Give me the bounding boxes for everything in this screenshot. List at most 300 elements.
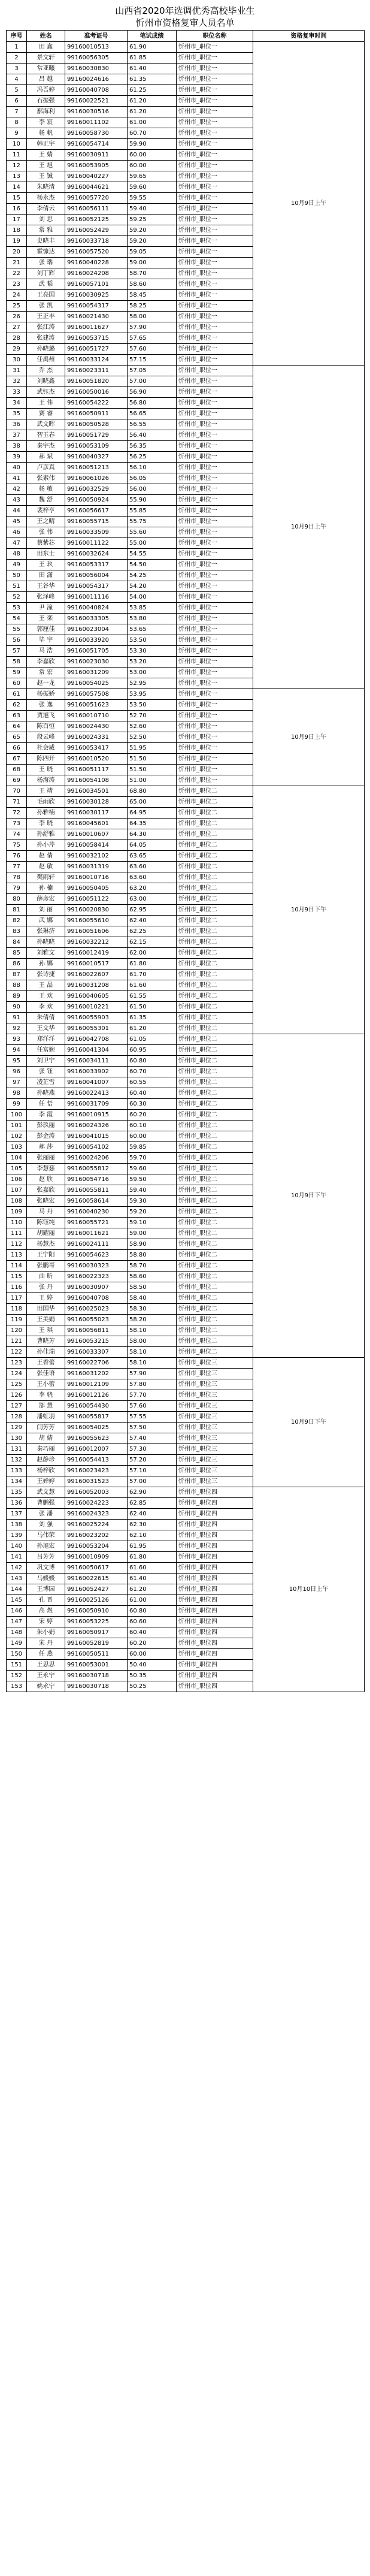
row-score: 56.55	[128, 419, 177, 430]
row-name: 张 逸	[27, 700, 65, 711]
row-exam-no: 99160010909	[65, 1552, 128, 1563]
row-exam-no: 99160031202	[65, 1369, 128, 1379]
row-seq: 124	[7, 1369, 27, 1379]
row-job: 忻州市_职位四	[177, 1530, 253, 1541]
row-name: 张晓宏	[27, 1196, 65, 1207]
row-exam-no: 99160012007	[65, 1444, 128, 1455]
row-exam-no: 99160056004	[65, 570, 128, 581]
row-exam-no: 99160051820	[65, 376, 128, 387]
row-exam-no: 99160032212	[65, 937, 128, 948]
row-name: 孙晓璐	[27, 344, 65, 355]
row-job: 忻州市_职位三	[177, 1401, 253, 1412]
row-name: 宋 婷	[27, 1617, 65, 1627]
row-score: 59.60	[128, 1164, 177, 1174]
row-exam-no: 99160054430	[65, 1401, 128, 1412]
row-seq: 115	[7, 1272, 27, 1282]
row-score: 50.35	[128, 1671, 177, 1681]
row-exam-no: 99160030718	[65, 1671, 128, 1681]
row-score: 63.20	[128, 883, 177, 894]
row-name: 宋 丹	[27, 1638, 65, 1649]
row-seq: 23	[7, 279, 27, 290]
row-score: 62.10	[128, 1530, 177, 1541]
row-job: 忻州市_职位二	[177, 1002, 253, 1013]
row-name: 凌芷雪	[27, 1077, 65, 1088]
row-score: 52.70	[128, 711, 177, 721]
row-name: 智玉春	[27, 430, 65, 441]
row-job: 忻州市_职位二	[177, 1142, 253, 1153]
row-exam-no: 99160030128	[65, 797, 128, 808]
row-name: 朱晓清	[27, 182, 65, 193]
row-name: 孙小芹	[27, 840, 65, 851]
row-name: 马伟荣	[27, 1530, 65, 1541]
row-job: 忻州市_职位三	[177, 1444, 253, 1455]
row-seq: 108	[7, 1196, 27, 1207]
row-exam-no: 99160031208	[65, 980, 128, 991]
row-exam-no: 99160010517	[65, 959, 128, 970]
row-exam-no: 99160012419	[65, 948, 128, 959]
row-name: 孙雅楠	[27, 808, 65, 819]
table-row	[7, 1487, 365, 1498]
row-seq: 47	[7, 538, 27, 549]
row-seq: 151	[7, 1660, 27, 1671]
row-seq: 44	[7, 506, 27, 517]
row-score: 55.75	[128, 517, 177, 527]
row-score: 63.00	[128, 894, 177, 905]
row-seq: 70	[7, 786, 27, 797]
row-score: 60.30	[128, 1099, 177, 1110]
row-name: 王 玖	[27, 560, 65, 570]
row-exam-no: 99160010221	[65, 1002, 128, 1013]
row-exam-no: 99160030911	[65, 150, 128, 161]
row-name: 韩正宇	[27, 139, 65, 150]
row-score: 57.50	[128, 1423, 177, 1433]
row-name: 高 煜	[27, 1606, 65, 1617]
row-score: 61.55	[128, 991, 177, 1002]
row-job: 忻州市_职位一	[177, 549, 253, 560]
header-job: 职位名称	[177, 31, 253, 42]
row-score: 62.40	[128, 916, 177, 926]
row-seq: 121	[7, 1336, 27, 1347]
row-score: 59.85	[128, 1142, 177, 1153]
row-score: 59.40	[128, 204, 177, 215]
row-job: 忻州市_职位二	[177, 1315, 253, 1325]
row-name: 郜 慧	[27, 1401, 65, 1412]
row-score: 56.25	[128, 452, 177, 463]
row-name: 孙晓燕	[27, 1088, 65, 1099]
row-seq: 111	[7, 1228, 27, 1239]
row-exam-no: 99160053225	[65, 1617, 128, 1627]
row-name: 张诗捷	[27, 970, 65, 980]
row-score: 61.40	[128, 64, 177, 74]
row-name: 霍慷达	[27, 247, 65, 258]
row-score: 53.50	[128, 700, 177, 711]
row-name: 秦巧丽	[27, 1444, 65, 1455]
row-score: 59.90	[128, 139, 177, 150]
row-job: 忻州市_职位四	[177, 1574, 253, 1584]
row-score: 53.80	[128, 614, 177, 624]
row-exam-no: 99160055715	[65, 517, 128, 527]
row-seq: 78	[7, 872, 27, 883]
row-name: 毛雨欣	[27, 797, 65, 808]
row-score: 59.70	[128, 1153, 177, 1164]
row-name: 鄯海利	[27, 107, 65, 117]
row-score: 52.95	[128, 678, 177, 689]
row-seq: 126	[7, 1390, 27, 1401]
row-exam-no: 99160024430	[65, 721, 128, 732]
row-job: 忻州市_职位二	[177, 937, 253, 948]
row-name: 田国华	[27, 1304, 65, 1315]
row-name: 孙佳瑞	[27, 1347, 65, 1358]
row-name: 张嘉欣	[27, 1185, 65, 1196]
row-score: 58.40	[128, 1293, 177, 1304]
row-score: 61.50	[128, 1002, 177, 1013]
row-exam-no: 99160052125	[65, 215, 128, 225]
row-seq: 88	[7, 980, 27, 991]
review-time-cell: 10月9日上午	[253, 689, 365, 786]
row-seq: 66	[7, 743, 27, 754]
row-exam-no: 99160040708	[65, 85, 128, 96]
row-seq: 4	[7, 74, 27, 85]
row-job: 忻州市_职位二	[177, 1336, 253, 1347]
row-score: 59.40	[128, 1185, 177, 1196]
row-seq: 131	[7, 1444, 27, 1455]
row-exam-no: 99160011102	[65, 117, 128, 128]
row-seq: 93	[7, 1034, 27, 1045]
row-job: 忻州市_职位一	[177, 581, 253, 592]
row-job: 忻州市_职位二	[177, 959, 253, 970]
row-name: 巩文博	[27, 1563, 65, 1574]
row-job: 忻州市_职位二	[177, 1153, 253, 1164]
table-row	[7, 366, 365, 376]
row-job: 忻州市_职位二	[177, 1304, 253, 1315]
row-job: 忻州市_职位一	[177, 614, 253, 624]
row-job: 忻州市_职位四	[177, 1509, 253, 1520]
row-seq: 57	[7, 646, 27, 657]
row-job: 忻州市_职位二	[177, 1099, 253, 1110]
row-score: 62.15	[128, 937, 177, 948]
row-exam-no: 99160050016	[65, 387, 128, 398]
row-job: 忻州市_职位一	[177, 53, 253, 64]
row-seq: 7	[7, 107, 27, 117]
row-name: 刘 思	[27, 215, 65, 225]
row-seq: 81	[7, 905, 27, 916]
row-name: 武 韬	[27, 279, 65, 290]
row-job: 忻州市_职位一	[177, 560, 253, 570]
row-job: 忻州市_职位一	[177, 657, 253, 668]
row-exam-no: 99160033124	[65, 355, 128, 366]
row-name: 王小蕾	[27, 1379, 65, 1390]
row-job: 忻州市_职位一	[177, 592, 253, 603]
row-seq: 89	[7, 991, 27, 1002]
row-name: 张江涛	[27, 322, 65, 333]
row-job: 忻州市_职位一	[177, 517, 253, 527]
row-seq: 79	[7, 883, 27, 894]
row-job: 忻州市_职位二	[177, 1088, 253, 1099]
row-score: 60.00	[128, 161, 177, 171]
row-seq: 25	[7, 301, 27, 312]
row-name: 张鹏哥	[27, 1261, 65, 1272]
row-seq: 65	[7, 732, 27, 743]
row-seq: 45	[7, 517, 27, 527]
row-seq: 140	[7, 1541, 27, 1552]
row-name: 马 浩	[27, 646, 65, 657]
row-seq: 38	[7, 441, 27, 452]
row-job: 忻州市_职位二	[177, 1207, 253, 1218]
row-name: 孙晓晓	[27, 937, 65, 948]
row-exam-no: 99160024223	[65, 1498, 128, 1509]
row-job: 忻州市_职位三	[177, 1358, 253, 1369]
row-name: 张 钰	[27, 1067, 65, 1077]
row-exam-no: 99160033718	[65, 236, 128, 247]
row-score: 51.95	[128, 743, 177, 754]
row-seq: 56	[7, 635, 27, 646]
row-seq: 107	[7, 1185, 27, 1196]
row-score: 61.40	[128, 1574, 177, 1584]
row-name: 张建涛	[27, 333, 65, 344]
row-seq: 132	[7, 1455, 27, 1466]
row-exam-no: 99160054623	[65, 1250, 128, 1261]
row-score: 56.05	[128, 473, 177, 484]
row-name: 陈百恒	[27, 721, 65, 732]
row-job: 忻州市_职位二	[177, 980, 253, 991]
row-exam-no: 99160055301	[65, 1023, 128, 1034]
row-seq: 39	[7, 452, 27, 463]
row-score: 53.50	[128, 635, 177, 646]
row-score: 61.35	[128, 74, 177, 85]
row-score: 55.90	[128, 495, 177, 506]
row-exam-no: 99160030323	[65, 1261, 128, 1272]
row-job: 忻州市_职位二	[177, 1056, 253, 1067]
row-seq: 91	[7, 1013, 27, 1023]
row-score: 62.25	[128, 926, 177, 937]
row-seq: 6	[7, 96, 27, 107]
row-score: 53.30	[128, 646, 177, 657]
row-score: 64.35	[128, 819, 177, 829]
row-score: 61.20	[128, 1023, 177, 1034]
row-exam-no: 99160055812	[65, 1164, 128, 1174]
row-score: 62.90	[128, 1487, 177, 1498]
row-job: 忻州市_职位二	[177, 1293, 253, 1304]
row-seq: 19	[7, 236, 27, 247]
row-seq: 46	[7, 527, 27, 538]
row-seq: 133	[7, 1466, 27, 1476]
row-job: 忻州市_职位三	[177, 1476, 253, 1487]
row-score: 58.00	[128, 1336, 177, 1347]
row-job: 忻州市_职位四	[177, 1487, 253, 1498]
row-name: 王 琪	[27, 1325, 65, 1336]
row-score: 62.40	[128, 1509, 177, 1520]
row-seq: 53	[7, 603, 27, 614]
row-name: 马媛媛	[27, 1574, 65, 1584]
header-exam-no: 准考证号	[65, 31, 128, 42]
row-name: 赵 敏	[27, 862, 65, 872]
row-name: 刘 强	[27, 1520, 65, 1530]
row-name: 彭玖丽	[27, 1121, 65, 1131]
row-job: 忻州市_职位二	[177, 970, 253, 980]
row-exam-no: 99160033305	[65, 614, 128, 624]
row-exam-no: 99160030907	[65, 1282, 128, 1293]
row-seq: 17	[7, 215, 27, 225]
row-score: 62.85	[128, 1498, 177, 1509]
row-job: 忻州市_职位二	[177, 829, 253, 840]
row-exam-no: 99160053001	[65, 1660, 128, 1671]
row-exam-no: 99160025126	[65, 1595, 128, 1606]
row-seq: 86	[7, 959, 27, 970]
row-name: 武 娜	[27, 916, 65, 926]
row-name: 潘虹羽	[27, 1412, 65, 1423]
row-job: 忻州市_职位二	[177, 862, 253, 872]
row-job: 忻州市_职位三	[177, 1466, 253, 1476]
row-score: 59.60	[128, 182, 177, 193]
row-job: 忻州市_职位二	[177, 1196, 253, 1207]
row-score: 57.60	[128, 1401, 177, 1412]
row-name: 刘丁辉	[27, 268, 65, 279]
header-review-time: 资格复审时间	[253, 31, 365, 42]
row-score: 52.60	[128, 721, 177, 732]
row-seq: 76	[7, 851, 27, 862]
row-seq: 147	[7, 1617, 27, 1627]
row-score: 55.00	[128, 538, 177, 549]
header-name: 姓名	[27, 31, 65, 42]
row-score: 60.60	[128, 1617, 177, 1627]
row-name: 李 骁	[27, 1390, 65, 1401]
row-exam-no: 99160010915	[65, 1110, 128, 1121]
row-exam-no: 99160056111	[65, 204, 128, 215]
row-exam-no: 99160024331	[65, 732, 128, 743]
row-job: 忻州市_职位一	[177, 117, 253, 128]
row-seq: 5	[7, 85, 27, 96]
row-seq: 113	[7, 1250, 27, 1261]
row-score: 57.70	[128, 1390, 177, 1401]
table-row	[7, 689, 365, 700]
row-exam-no: 99160033509	[65, 527, 128, 538]
row-score: 61.80	[128, 959, 177, 970]
row-score: 58.20	[128, 1315, 177, 1325]
row-job: 忻州市_职位四	[177, 1627, 253, 1638]
row-score: 60.95	[128, 1045, 177, 1056]
row-name: 郭厘佳	[27, 624, 65, 635]
row-job: 忻州市_职位一	[177, 74, 253, 85]
row-seq: 128	[7, 1412, 27, 1423]
row-name: 吕 越	[27, 74, 65, 85]
row-name: 王 晓	[27, 765, 65, 775]
row-job: 忻州市_职位二	[177, 1034, 253, 1045]
row-name: 曹晓芳	[27, 1336, 65, 1347]
row-name: 常 雅	[27, 225, 65, 236]
row-exam-no: 99160031709	[65, 1099, 128, 1110]
row-job: 忻州市_职位一	[177, 711, 253, 721]
row-name: 王 婷	[27, 1293, 65, 1304]
row-job: 忻州市_职位一	[177, 150, 253, 161]
row-name: 郝 斌	[27, 452, 65, 463]
row-score: 51.50	[128, 754, 177, 765]
row-score: 60.10	[128, 1121, 177, 1131]
row-seq: 31	[7, 366, 27, 376]
header-seq: 序号	[7, 31, 27, 42]
row-exam-no: 99160051727	[65, 344, 128, 355]
row-name: 杨振娇	[27, 689, 65, 700]
row-seq: 119	[7, 1315, 27, 1325]
row-name: 陈钰纯	[27, 1218, 65, 1228]
row-score: 51.00	[128, 775, 177, 786]
row-seq: 145	[7, 1595, 27, 1606]
row-exam-no: 99160050911	[65, 409, 128, 419]
row-job: 忻州市_职位一	[177, 668, 253, 678]
row-seq: 37	[7, 430, 27, 441]
row-exam-no: 99160034111	[65, 1056, 128, 1067]
row-job: 忻州市_职位二	[177, 991, 253, 1002]
row-job: 忻州市_职位二	[177, 840, 253, 851]
row-seq: 152	[7, 1671, 27, 1681]
row-job: 忻州市_职位二	[177, 894, 253, 905]
row-job: 忻州市_职位一	[177, 387, 253, 398]
row-seq: 48	[7, 549, 27, 560]
row-score: 59.10	[128, 1218, 177, 1228]
row-seq: 36	[7, 419, 27, 430]
row-score: 51.50	[128, 765, 177, 775]
table-row	[7, 1034, 365, 1045]
row-score: 53.65	[128, 624, 177, 635]
row-seq: 144	[7, 1584, 27, 1595]
row-seq: 32	[7, 376, 27, 387]
row-exam-no: 99160012109	[65, 1379, 128, 1390]
row-job: 忻州市_职位四	[177, 1520, 253, 1530]
row-job: 忻州市_职位一	[177, 495, 253, 506]
row-score: 57.90	[128, 1369, 177, 1379]
row-job: 忻州市_职位一	[177, 279, 253, 290]
row-name: 王 靖	[27, 786, 65, 797]
row-seq: 28	[7, 333, 27, 344]
row-exam-no: 99160053317	[65, 560, 128, 570]
row-exam-no: 99160053215	[65, 1336, 128, 1347]
row-job: 忻州市_职位二	[177, 1121, 253, 1131]
row-exam-no: 99160040605	[65, 991, 128, 1002]
row-job: 忻州市_职位三	[177, 1423, 253, 1433]
row-seq: 29	[7, 344, 27, 355]
row-seq: 122	[7, 1347, 27, 1358]
row-score: 58.25	[128, 301, 177, 312]
row-seq: 103	[7, 1142, 27, 1153]
row-exam-no: 99160022413	[65, 1088, 128, 1099]
row-seq: 77	[7, 862, 27, 872]
header-row	[7, 31, 365, 42]
row-seq: 2	[7, 53, 27, 64]
row-job: 忻州市_职位四	[177, 1552, 253, 1563]
row-exam-no: 99160023004	[65, 624, 128, 635]
row-name: 陈四开	[27, 754, 65, 765]
row-job: 忻州市_职位二	[177, 1250, 253, 1261]
row-name: 王宁阳	[27, 1250, 65, 1261]
row-exam-no: 99160054102	[65, 1142, 128, 1153]
row-seq: 150	[7, 1649, 27, 1660]
row-name: 魏 舒	[27, 495, 65, 506]
row-name: 张 潘	[27, 1509, 65, 1520]
row-score: 54.50	[128, 560, 177, 570]
row-score: 53.85	[128, 603, 177, 614]
row-seq: 33	[7, 387, 27, 398]
row-seq: 42	[7, 484, 27, 495]
row-score: 60.80	[128, 1606, 177, 1617]
row-exam-no: 99160054714	[65, 139, 128, 150]
row-score: 54.25	[128, 570, 177, 581]
row-name: 任 燕	[27, 1649, 65, 1660]
row-name: 赛 睿	[27, 409, 65, 419]
row-name: 王 欢	[27, 991, 65, 1002]
row-job: 忻州市_职位四	[177, 1498, 253, 1509]
row-score: 55.85	[128, 506, 177, 517]
row-score: 54.00	[128, 592, 177, 603]
row-job: 忻州市_职位一	[177, 473, 253, 484]
